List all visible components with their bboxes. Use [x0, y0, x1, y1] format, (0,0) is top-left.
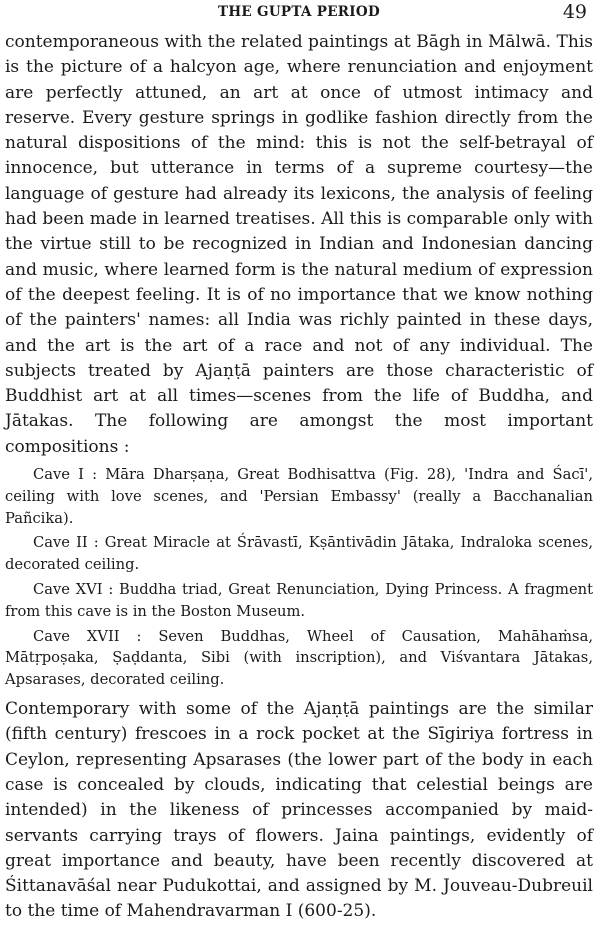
- book-page: [5, 0, 593, 948]
- page-number: 49: [562, 1, 587, 23]
- running-title: THE GUPTA PERIOD: [218, 4, 380, 20]
- cave-entry-i: Cave I : Māra Dharṣaṇa, Great Bodhisattva (Fig. 28), 'Indra and Śacī', ceiling with love scenes, and 'Persian Embassy' (really a Bacchanalian Pañcika).: [5, 466, 593, 527]
- closing-paragraph: Contemporary with some of the Ajaṇṭā paintings are the similar (fifth century) frescoes in a rock pocket at the Sīgiriya fortress in Ceylon, representing Apsarases (the lower part of the body in each case is concealed by clouds, indicating that celestial beings are intended) in the likeness of princesses accompanied by maid-servants carrying trays of flowers. Jaina paintings, evidently of great importance and beauty, have been recently discovered at Śittanavāśal near Pudukottai, and assigned by M. Jouveau-Dubreuil to the time of Mahendravarman I (600-25).: [5, 699, 593, 922]
- running-head: [5, 0, 593, 30]
- main-paragraph: contemporaneous with the related paintings at Bāgh in Mālwā. This is the picture of a halcyon age, where renunciation and enjoyment are perfectly attuned, an art at once of utmost intimacy and reserve. Every gesture springs in godlike fashion directly from the natural dispositions of the mind: this is not the self-betrayal of innocence, but utterance in terms of a supreme courtesy—the language of gesture had already its lexicons, the analysis of feeling had been made in learned treatises. All this is comparable only with the virtue still to be recognized in Indian and Indonesian dancing and music, where learned form is the natural medium of expression of the deepest feeling. It is of no importance that we know nothing of the painters' names: all India was richly painted in these days, and the art is the art of a race and not of any individual. The subjects treated by Ajaṇṭā painters are those characteristic of Buddhist art at all times—scenes from the life of Buddha, and Jātakas. The following are amongst the most important compositions :: [5, 32, 593, 457]
- cave-entry-xvi: Cave XVI : Buddha triad, Great Renunciation, Dying Princess. A fragment from this cave is in the Boston Museum.: [5, 581, 593, 620]
- cave-list: [5, 464, 593, 691]
- cave-entry-xvii: Cave XVII : Seven Buddhas, Wheel of Causation, Mahāhaṁsa, Mātṛpoṣaka, Ṣaḍdanta, Sibi (with inscription), and Viśvantara Jātakas, Apsarases, decorated ceiling.: [5, 627, 593, 689]
- cave-entry-ii: Cave II : Great Miracle at Śrāvastī, Kṣāntivādin Jātaka, Indraloka scenes, decorated ceiling.: [5, 534, 593, 574]
